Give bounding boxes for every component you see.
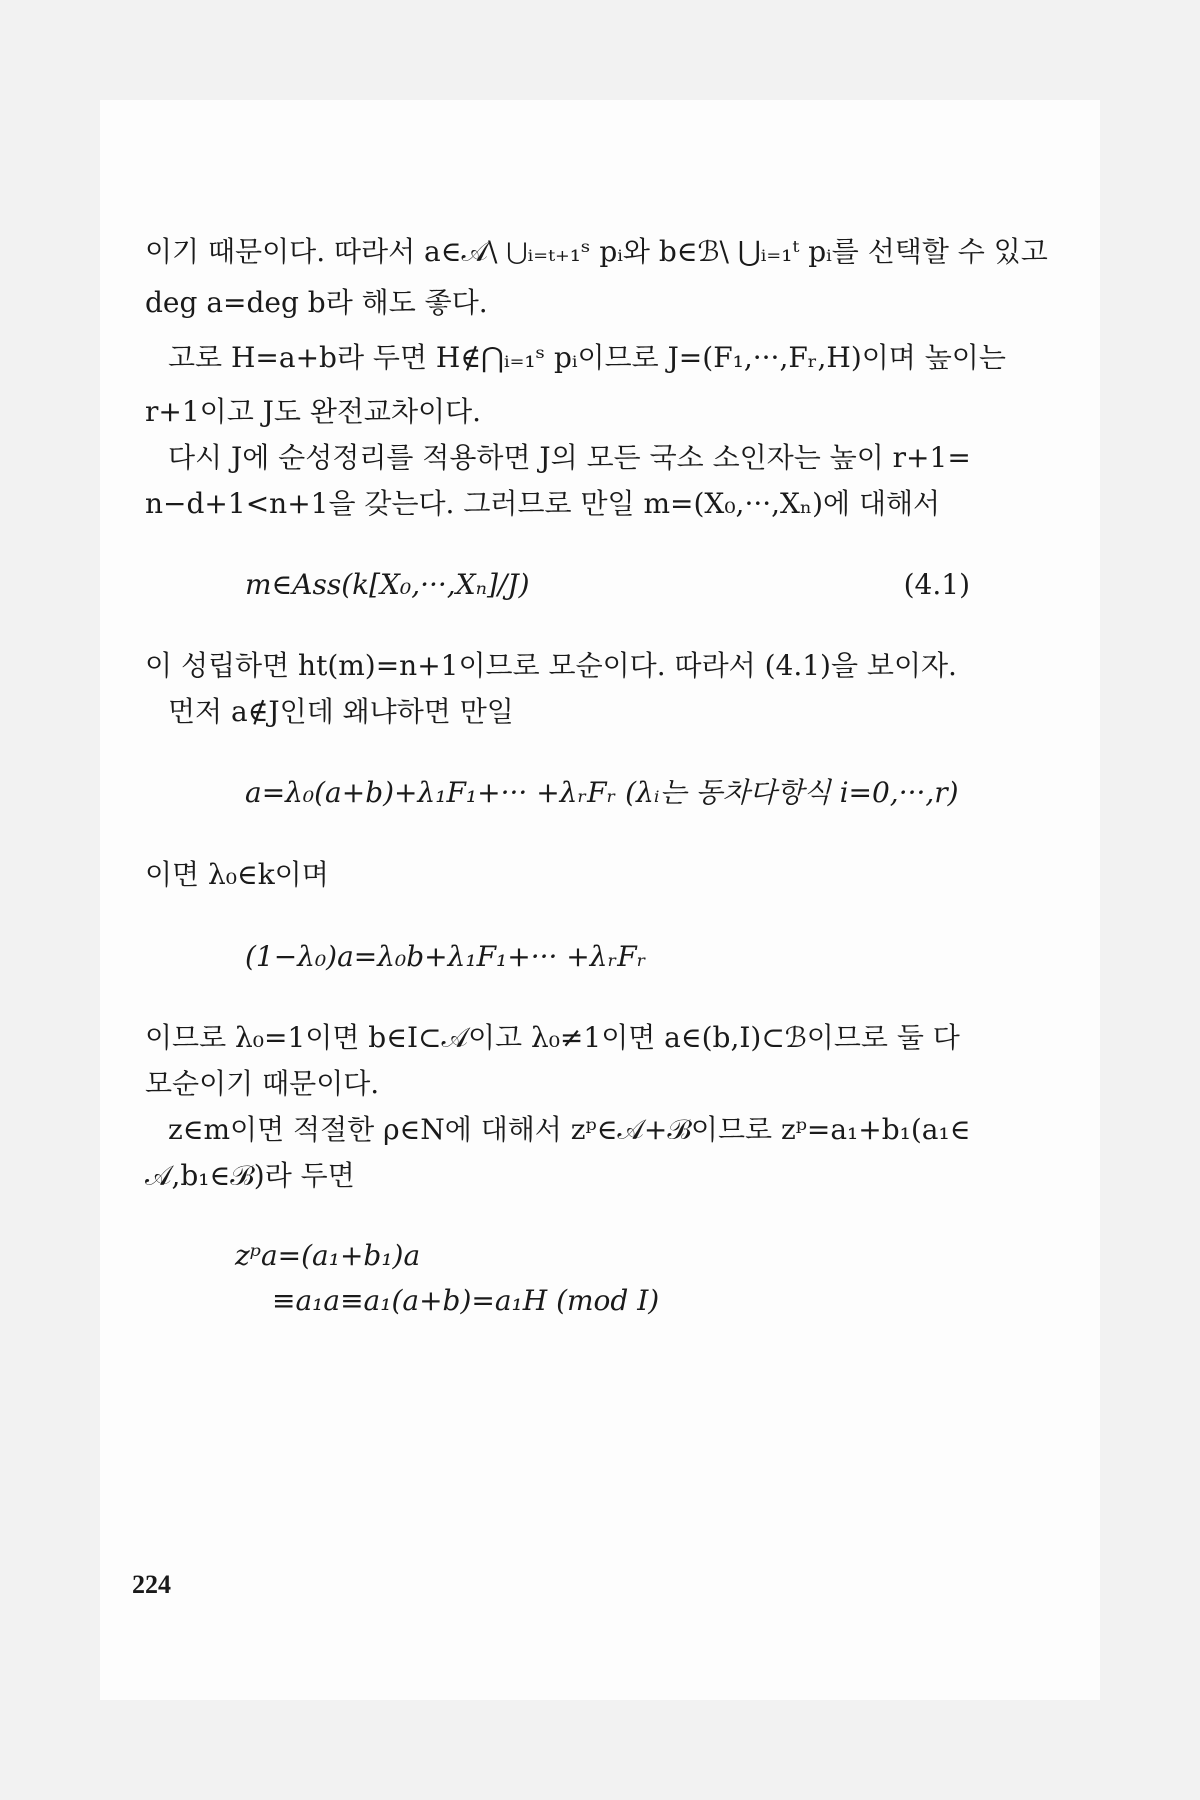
paragraph-line-13: 𝒜,b₁∈ℬ)라 두면: [145, 1159, 355, 1192]
equation-b: (1−λ₀)a=λ₀b+λ₁F₁+··· +λᵣFᵣ: [245, 940, 647, 973]
paragraph-line-8: 먼저 a∉J인데 왜냐하면 만일: [168, 695, 514, 728]
paragraph-line-1: 이기 때문이다. 따라서 a∈𝒜\ ⋃ᵢ₌ₜ₊₁ˢ pᵢ와 b∈ℬ\ ⋃ᵢ₌₁ᵗ pᵢ를 선택할 수 있고: [145, 235, 1048, 268]
paragraph-line-9: 이면 λ₀∈k이며: [145, 858, 329, 891]
paragraph-line-12: z∈m이면 적절한 ρ∈N에 대해서 zᵖ∈𝒜+ℬ이므로 zᵖ=a₁+b₁(a₁∈: [168, 1113, 971, 1146]
paragraph-line-6: n−d+1<n+1을 갖는다. 그러므로 만일 m=(X₀,···,Xₙ)에 대해서: [145, 487, 941, 520]
paragraph-line-11: 모순이기 때문이다.: [145, 1067, 380, 1100]
paragraph-line-2: deg a=deg b라 해도 좋다.: [145, 286, 488, 319]
paragraph-line-3: 고로 H=a+b라 두면 H∉⋂ᵢ₌₁ˢ pᵢ이므로 J=(F₁,···,Fᵣ,H)이며 높이는: [168, 341, 1006, 374]
page-number: 224: [132, 1570, 171, 1599]
equation-a: a=λ₀(a+b)+λ₁F₁+··· +λᵣFᵣ (λᵢ는 동차다항식 i=0,···,r): [245, 776, 959, 809]
equation-4-1: m∈Ass(k[X₀,···,Xₙ]/J): [245, 568, 530, 601]
equation-number: (4.1): [903, 568, 970, 601]
equation-c-line-1: zᵖa=(a₁+b₁)a: [235, 1239, 421, 1272]
paragraph-line-7: 이 성립하면 ht(m)=n+1이므로 모순이다. 따라서 (4.1)을 보이자.: [145, 649, 957, 682]
paragraph-line-10: 이므로 λ₀=1이면 b∈I⊂𝒜이고 λ₀≠1이면 a∈(b,I)⊂ℬ이므로 둘 다: [145, 1021, 960, 1054]
equation-c-line-2: ≡a₁a≡a₁(a+b)=a₁H (mod I): [272, 1284, 660, 1317]
paragraph-line-5: 다시 J에 순성정리를 적용하면 J의 모든 국소 소인자는 높이 r+1=: [168, 441, 971, 474]
paragraph-line-4: r+1이고 J도 완전교차이다.: [145, 395, 482, 428]
